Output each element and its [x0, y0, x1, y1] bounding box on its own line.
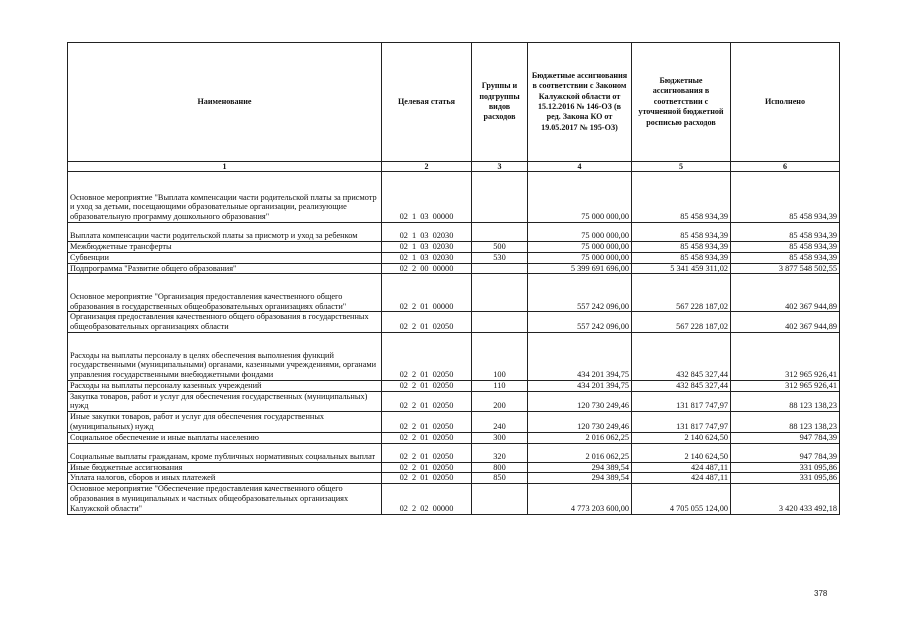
row-assignment-law: 4 773 203 600,00 — [528, 484, 632, 514]
row-assignment-law: 557 242 096,00 — [528, 274, 632, 312]
row-expense-group — [472, 263, 528, 274]
row-assignment-refined: 432 845 327,44 — [632, 380, 731, 391]
table-row — [68, 412, 840, 433]
row-assignment-refined: 5 341 459 311,02 — [632, 263, 731, 274]
row-assignment-refined: 85 458 934,39 — [632, 242, 731, 253]
row-name: Субвенции — [68, 252, 382, 263]
row-target-article: 02 2 01 02050 — [382, 473, 472, 484]
row-assignment-law: 294 389,54 — [528, 462, 632, 473]
page-number: 378 — [814, 589, 828, 598]
header-executed: Исполнено — [731, 43, 840, 162]
row-executed: 947 784,39 — [731, 432, 840, 443]
row-name: Уплата налогов, сборов и иных платежей — [68, 473, 382, 484]
column-number: 6 — [731, 162, 840, 172]
row-assignment-refined: 85 458 934,39 — [632, 172, 731, 223]
table-row — [68, 172, 840, 223]
row-assignment-refined: 567 228 187,02 — [632, 312, 731, 333]
row-assignment-law: 2 016 062,25 — [528, 443, 632, 462]
row-assignment-law: 294 389,54 — [528, 473, 632, 484]
row-assignment-law: 434 201 394,75 — [528, 332, 632, 380]
row-name: Закупка товаров, работ и услуг для обеспечения государственных (муниципальных) нужд — [68, 391, 382, 412]
header-assignments-refined: Бюджетные ассигнования в соответствии с уточненной бюджетной росписью расходов — [632, 43, 731, 162]
column-number: 2 — [382, 162, 472, 172]
row-target-article: 02 2 00 00000 — [382, 263, 472, 274]
row-executed: 331 095,86 — [731, 462, 840, 473]
row-name: Межбюджетные трансферты — [68, 242, 382, 253]
row-expense-group: 500 — [472, 242, 528, 253]
row-assignment-law: 75 000 000,00 — [528, 172, 632, 223]
row-executed: 402 367 944,89 — [731, 274, 840, 312]
row-target-article: 02 2 01 02050 — [382, 443, 472, 462]
row-executed: 947 784,39 — [731, 443, 840, 462]
row-expense-group: 240 — [472, 412, 528, 433]
row-expense-group — [472, 484, 528, 514]
row-expense-group — [472, 274, 528, 312]
row-target-article: 02 2 01 02050 — [382, 432, 472, 443]
row-expense-group: 800 — [472, 462, 528, 473]
row-expense-group: 110 — [472, 380, 528, 391]
row-name: Расходы на выплаты персоналу казенных учреждений — [68, 380, 382, 391]
row-executed: 85 458 934,39 — [731, 252, 840, 263]
row-assignment-law: 5 399 691 696,00 — [528, 263, 632, 274]
row-target-article: 02 1 03 02030 — [382, 223, 472, 242]
row-executed: 312 965 926,41 — [731, 332, 840, 380]
row-target-article: 02 2 01 02050 — [382, 332, 472, 380]
row-name: Организация предоставления качественного общего образования в государственных общеобразовательных организациях области — [68, 312, 382, 333]
row-target-article: 02 1 03 00000 — [382, 172, 472, 223]
row-executed: 3 420 433 492,18 — [731, 484, 840, 514]
row-name: Расходы на выплаты персоналу в целях обеспечения выполнения функций государственными (муниципальными) органами, казенными учреждениями, органами управления государственными внебюджетными фондами — [68, 332, 382, 380]
row-target-article: 02 1 03 02030 — [382, 242, 472, 253]
table-row — [68, 391, 840, 412]
row-assignment-law: 120 730 249,46 — [528, 391, 632, 412]
row-target-article: 02 2 01 02050 — [382, 312, 472, 333]
row-executed: 312 965 926,41 — [731, 380, 840, 391]
row-executed: 85 458 934,39 — [731, 172, 840, 223]
row-assignment-refined: 4 705 055 124,00 — [632, 484, 731, 514]
row-assignment-refined: 85 458 934,39 — [632, 223, 731, 242]
row-executed: 85 458 934,39 — [731, 223, 840, 242]
table-row — [68, 484, 840, 514]
row-expense-group — [472, 312, 528, 333]
column-number: 1 — [68, 162, 382, 172]
header-name: Наименование — [68, 43, 382, 162]
row-assignment-law: 120 730 249,46 — [528, 412, 632, 433]
row-executed: 88 123 138,23 — [731, 412, 840, 433]
column-number-row — [68, 162, 840, 172]
column-number: 5 — [632, 162, 731, 172]
table-row — [68, 312, 840, 333]
column-number: 4 — [528, 162, 632, 172]
table-row — [68, 380, 840, 391]
row-executed: 88 123 138,23 — [731, 391, 840, 412]
row-assignment-refined: 424 487,11 — [632, 473, 731, 484]
header-row — [68, 43, 840, 162]
budget-table — [67, 42, 840, 515]
table-row — [68, 432, 840, 443]
header-assignments-law: Бюджетные ассигнования в соответствии с Законом Калужской области от 15.12.2016 № 146-ОЗ (в ред. Закона КО от 19.05.2017 № 195-ОЗ) — [528, 43, 632, 162]
table-row — [68, 443, 840, 462]
table-row — [68, 332, 840, 380]
row-target-article: 02 2 01 02050 — [382, 462, 472, 473]
row-name: Основное мероприятие "Организация предоставления качественного общего образования в государственных общеобразовательных организациях области" — [68, 274, 382, 312]
row-assignment-refined: 131 817 747,97 — [632, 391, 731, 412]
row-expense-group: 300 — [472, 432, 528, 443]
row-assignment-refined: 131 817 747,97 — [632, 412, 731, 433]
row-name: Иные закупки товаров, работ и услуг для обеспечения государственных (муниципальных) нужд — [68, 412, 382, 433]
row-assignment-law: 557 242 096,00 — [528, 312, 632, 333]
row-expense-group: 200 — [472, 391, 528, 412]
table-row — [68, 462, 840, 473]
table-row — [68, 242, 840, 253]
row-name: Социальные выплаты гражданам, кроме публичных нормативных социальных выплат — [68, 443, 382, 462]
row-assignment-refined: 2 140 624,50 — [632, 443, 731, 462]
row-name: Основное мероприятие "Выплата компенсации части родительской платы за присмотр и уход за детьми, посещающими образовательные организации, реализующие образовательную программу дошкольного образования" — [68, 172, 382, 223]
row-executed: 85 458 934,39 — [731, 242, 840, 253]
row-name: Выплата компенсации части родительской платы за присмотр и уход за ребенком — [68, 223, 382, 242]
row-name: Подпрограмма "Развитие общего образования" — [68, 263, 382, 274]
row-assignment-refined: 424 487,11 — [632, 462, 731, 473]
row-name: Иные бюджетные ассигнования — [68, 462, 382, 473]
row-assignment-law: 434 201 394,75 — [528, 380, 632, 391]
row-assignment-refined: 567 228 187,02 — [632, 274, 731, 312]
table-row — [68, 473, 840, 484]
table-row — [68, 223, 840, 242]
header-expense-groups: Группы и подгруппы видов расходов — [472, 43, 528, 162]
row-target-article: 02 2 01 00000 — [382, 274, 472, 312]
row-assignment-law: 75 000 000,00 — [528, 223, 632, 242]
row-expense-group: 530 — [472, 252, 528, 263]
row-assignment-refined: 85 458 934,39 — [632, 252, 731, 263]
row-expense-group: 850 — [472, 473, 528, 484]
table-row — [68, 274, 840, 312]
column-number: 3 — [472, 162, 528, 172]
header-target-article: Целевая статья — [382, 43, 472, 162]
table-row — [68, 263, 840, 274]
row-expense-group: 320 — [472, 443, 528, 462]
row-target-article: 02 2 01 02050 — [382, 391, 472, 412]
row-assignment-refined: 432 845 327,44 — [632, 332, 731, 380]
row-name: Социальное обеспечение и иные выплаты населению — [68, 432, 382, 443]
row-target-article: 02 1 03 02030 — [382, 252, 472, 263]
row-assignment-law: 75 000 000,00 — [528, 252, 632, 263]
row-assignment-law: 75 000 000,00 — [528, 242, 632, 253]
row-target-article: 02 2 01 02050 — [382, 380, 472, 391]
row-target-article: 02 2 01 02050 — [382, 412, 472, 433]
table-row — [68, 252, 840, 263]
row-executed: 402 367 944,89 — [731, 312, 840, 333]
row-expense-group: 100 — [472, 332, 528, 380]
row-executed: 3 877 548 502,55 — [731, 263, 840, 274]
row-expense-group — [472, 223, 528, 242]
row-expense-group — [472, 172, 528, 223]
row-assignment-refined: 2 140 624,50 — [632, 432, 731, 443]
row-name: Основное мероприятие "Обеспечение предоставления качественного общего образования в муниципальных и частных общеобразовательных организациях Калужской области" — [68, 484, 382, 514]
row-executed: 331 095,86 — [731, 473, 840, 484]
row-assignment-law: 2 016 062,25 — [528, 432, 632, 443]
row-target-article: 02 2 02 00000 — [382, 484, 472, 514]
